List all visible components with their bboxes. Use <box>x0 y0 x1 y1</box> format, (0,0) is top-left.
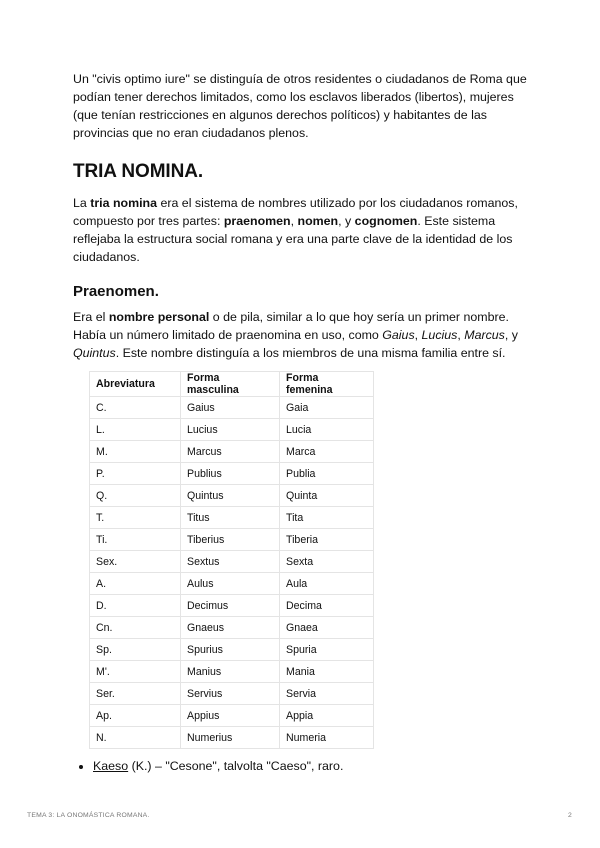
tria-nomina-heading: TRIA NOMINA. <box>73 161 204 182</box>
cell-forma-femenina: Quinta <box>280 485 374 507</box>
text-run: o de pila, similar a lo que hoy sería un primer nombre. Había un número limitado de praenomina en uso, como <box>73 310 509 342</box>
bold-term-nombre-personal: nombre personal <box>108 310 210 324</box>
praenomina-table <box>89 371 374 749</box>
text-run: La <box>73 196 91 210</box>
table-row <box>90 507 374 529</box>
cell-forma-femenina: Marca <box>280 441 374 463</box>
cell-forma-masculina: Servius <box>181 683 280 705</box>
intro-paragraph: Un "civis optimo iure" se distinguía de otros residentes o ciudadanos de Roma que podían tener derechos limitados, como los esclavos liberados (libertos), mujeres (que tenían restricciones en algunos derechos políticos) y habitantes de las provincias que no eran ciudadanos plenos. <box>73 72 527 140</box>
cell-forma-masculina: Spurius <box>181 639 280 661</box>
table-row <box>90 551 374 573</box>
cell-abreviatura: D. <box>90 595 181 617</box>
cell-abreviatura: C. <box>90 397 181 419</box>
list-item <box>93 757 533 775</box>
table-row <box>90 639 374 661</box>
cell-forma-femenina: Tita <box>280 507 374 529</box>
cell-forma-femenina: Gaia <box>280 397 374 419</box>
table-row <box>90 661 374 683</box>
table-row <box>90 485 374 507</box>
cell-forma-masculina: Numerius <box>181 727 280 749</box>
cell-forma-masculina: Sextus <box>181 551 280 573</box>
praenomen-heading: Praenomen. <box>73 283 159 300</box>
table-row <box>90 617 374 639</box>
cell-abreviatura: Ti. <box>90 529 181 551</box>
bold-term-cognomen: cognomen <box>354 214 418 228</box>
header-forma-masculina: Forma masculina <box>181 372 280 397</box>
cell-forma-masculina: Aulus <box>181 573 280 595</box>
table-row <box>90 727 374 749</box>
cell-forma-masculina: Quintus <box>181 485 280 507</box>
cell-forma-masculina: Marcus <box>181 441 280 463</box>
cell-abreviatura: Sp. <box>90 639 181 661</box>
text-run: . Este nombre distinguía a los miembros de una misma familia entre sí. <box>115 346 506 360</box>
cell-forma-femenina: Numeria <box>280 727 374 749</box>
cell-abreviatura: N. <box>90 727 181 749</box>
table-row <box>90 705 374 727</box>
bold-term-tria-nomina: tria nomina <box>90 196 158 210</box>
tria-nomina-paragraph <box>73 194 533 266</box>
table-row <box>90 683 374 705</box>
cell-forma-masculina: Appius <box>181 705 280 727</box>
table-row <box>90 595 374 617</box>
table-row <box>90 463 374 485</box>
cell-forma-femenina: Publia <box>280 463 374 485</box>
cell-abreviatura: Sex. <box>90 551 181 573</box>
cell-forma-masculina: Lucius <box>181 419 280 441</box>
table-row <box>90 441 374 463</box>
bold-term-praenomen: praenomen <box>223 214 291 228</box>
header-forma-femenina: Forma femenina <box>280 372 374 397</box>
list-item-text: (K.) – "Cesone", talvolta "Caeso", raro. <box>128 759 344 773</box>
cell-abreviatura: Q. <box>90 485 181 507</box>
text-run: , <box>290 214 298 228</box>
bold-term-nomen: nomen <box>297 214 339 228</box>
page-number: 2 <box>568 812 572 819</box>
page-footer <box>27 812 572 819</box>
text-run: , y <box>338 214 355 228</box>
text-run: Era el <box>73 310 109 324</box>
cell-forma-masculina: Gaius <box>181 397 280 419</box>
table-body <box>90 397 374 749</box>
text-run: , <box>414 328 422 342</box>
table-row <box>90 397 374 419</box>
header-abreviatura: Abreviatura <box>90 372 181 397</box>
cell-abreviatura: Cn. <box>90 617 181 639</box>
cell-forma-masculina: Publius <box>181 463 280 485</box>
cell-forma-masculina: Tiberius <box>181 529 280 551</box>
cell-forma-masculina: Gnaeus <box>181 617 280 639</box>
footer-title: TEMA 3: LA ONOMÁSTICA ROMANA. <box>27 812 150 819</box>
cell-forma-femenina: Aula <box>280 573 374 595</box>
cell-forma-masculina: Titus <box>181 507 280 529</box>
cell-abreviatura: L. <box>90 419 181 441</box>
notes-list <box>73 757 533 775</box>
cell-forma-femenina: Gnaea <box>280 617 374 639</box>
cell-abreviatura: P. <box>90 463 181 485</box>
italic-name: Gaius <box>382 328 415 342</box>
text-run: , y <box>504 328 518 342</box>
cell-forma-femenina: Lucia <box>280 419 374 441</box>
cell-forma-femenina: Sexta <box>280 551 374 573</box>
cell-forma-femenina: Servia <box>280 683 374 705</box>
table-row <box>90 573 374 595</box>
cell-forma-masculina: Manius <box>181 661 280 683</box>
table-row <box>90 419 374 441</box>
table-header-row <box>90 372 374 397</box>
cell-abreviatura: A. <box>90 573 181 595</box>
cell-forma-femenina: Spuria <box>280 639 374 661</box>
cell-abreviatura: M. <box>90 441 181 463</box>
praenomen-paragraph <box>73 308 533 362</box>
cell-forma-femenina: Decima <box>280 595 374 617</box>
page-content <box>73 70 533 775</box>
cell-forma-femenina: Appia <box>280 705 374 727</box>
cell-abreviatura: Ap. <box>90 705 181 727</box>
text-run: . Este sistema reflejaba la estructura social romana y era una parte clave de la identidad de los ciudadanos. <box>73 214 513 264</box>
cell-abreviatura: T. <box>90 507 181 529</box>
italic-name: Marcus <box>464 328 505 342</box>
text-run: , <box>457 328 465 342</box>
text-run: era el sistema de nombres utilizado por los ciudadanos romanos, compuesto por tres partes: <box>73 196 518 228</box>
cell-abreviatura: M'. <box>90 661 181 683</box>
kaeso-link[interactable]: Kaeso <box>93 759 129 773</box>
table-row <box>90 529 374 551</box>
cell-forma-femenina: Tiberia <box>280 529 374 551</box>
cell-abreviatura: Ser. <box>90 683 181 705</box>
cell-forma-femenina: Mania <box>280 661 374 683</box>
italic-name: Lucius <box>421 328 458 342</box>
italic-name: Quintus <box>73 346 116 360</box>
cell-forma-masculina: Decimus <box>181 595 280 617</box>
